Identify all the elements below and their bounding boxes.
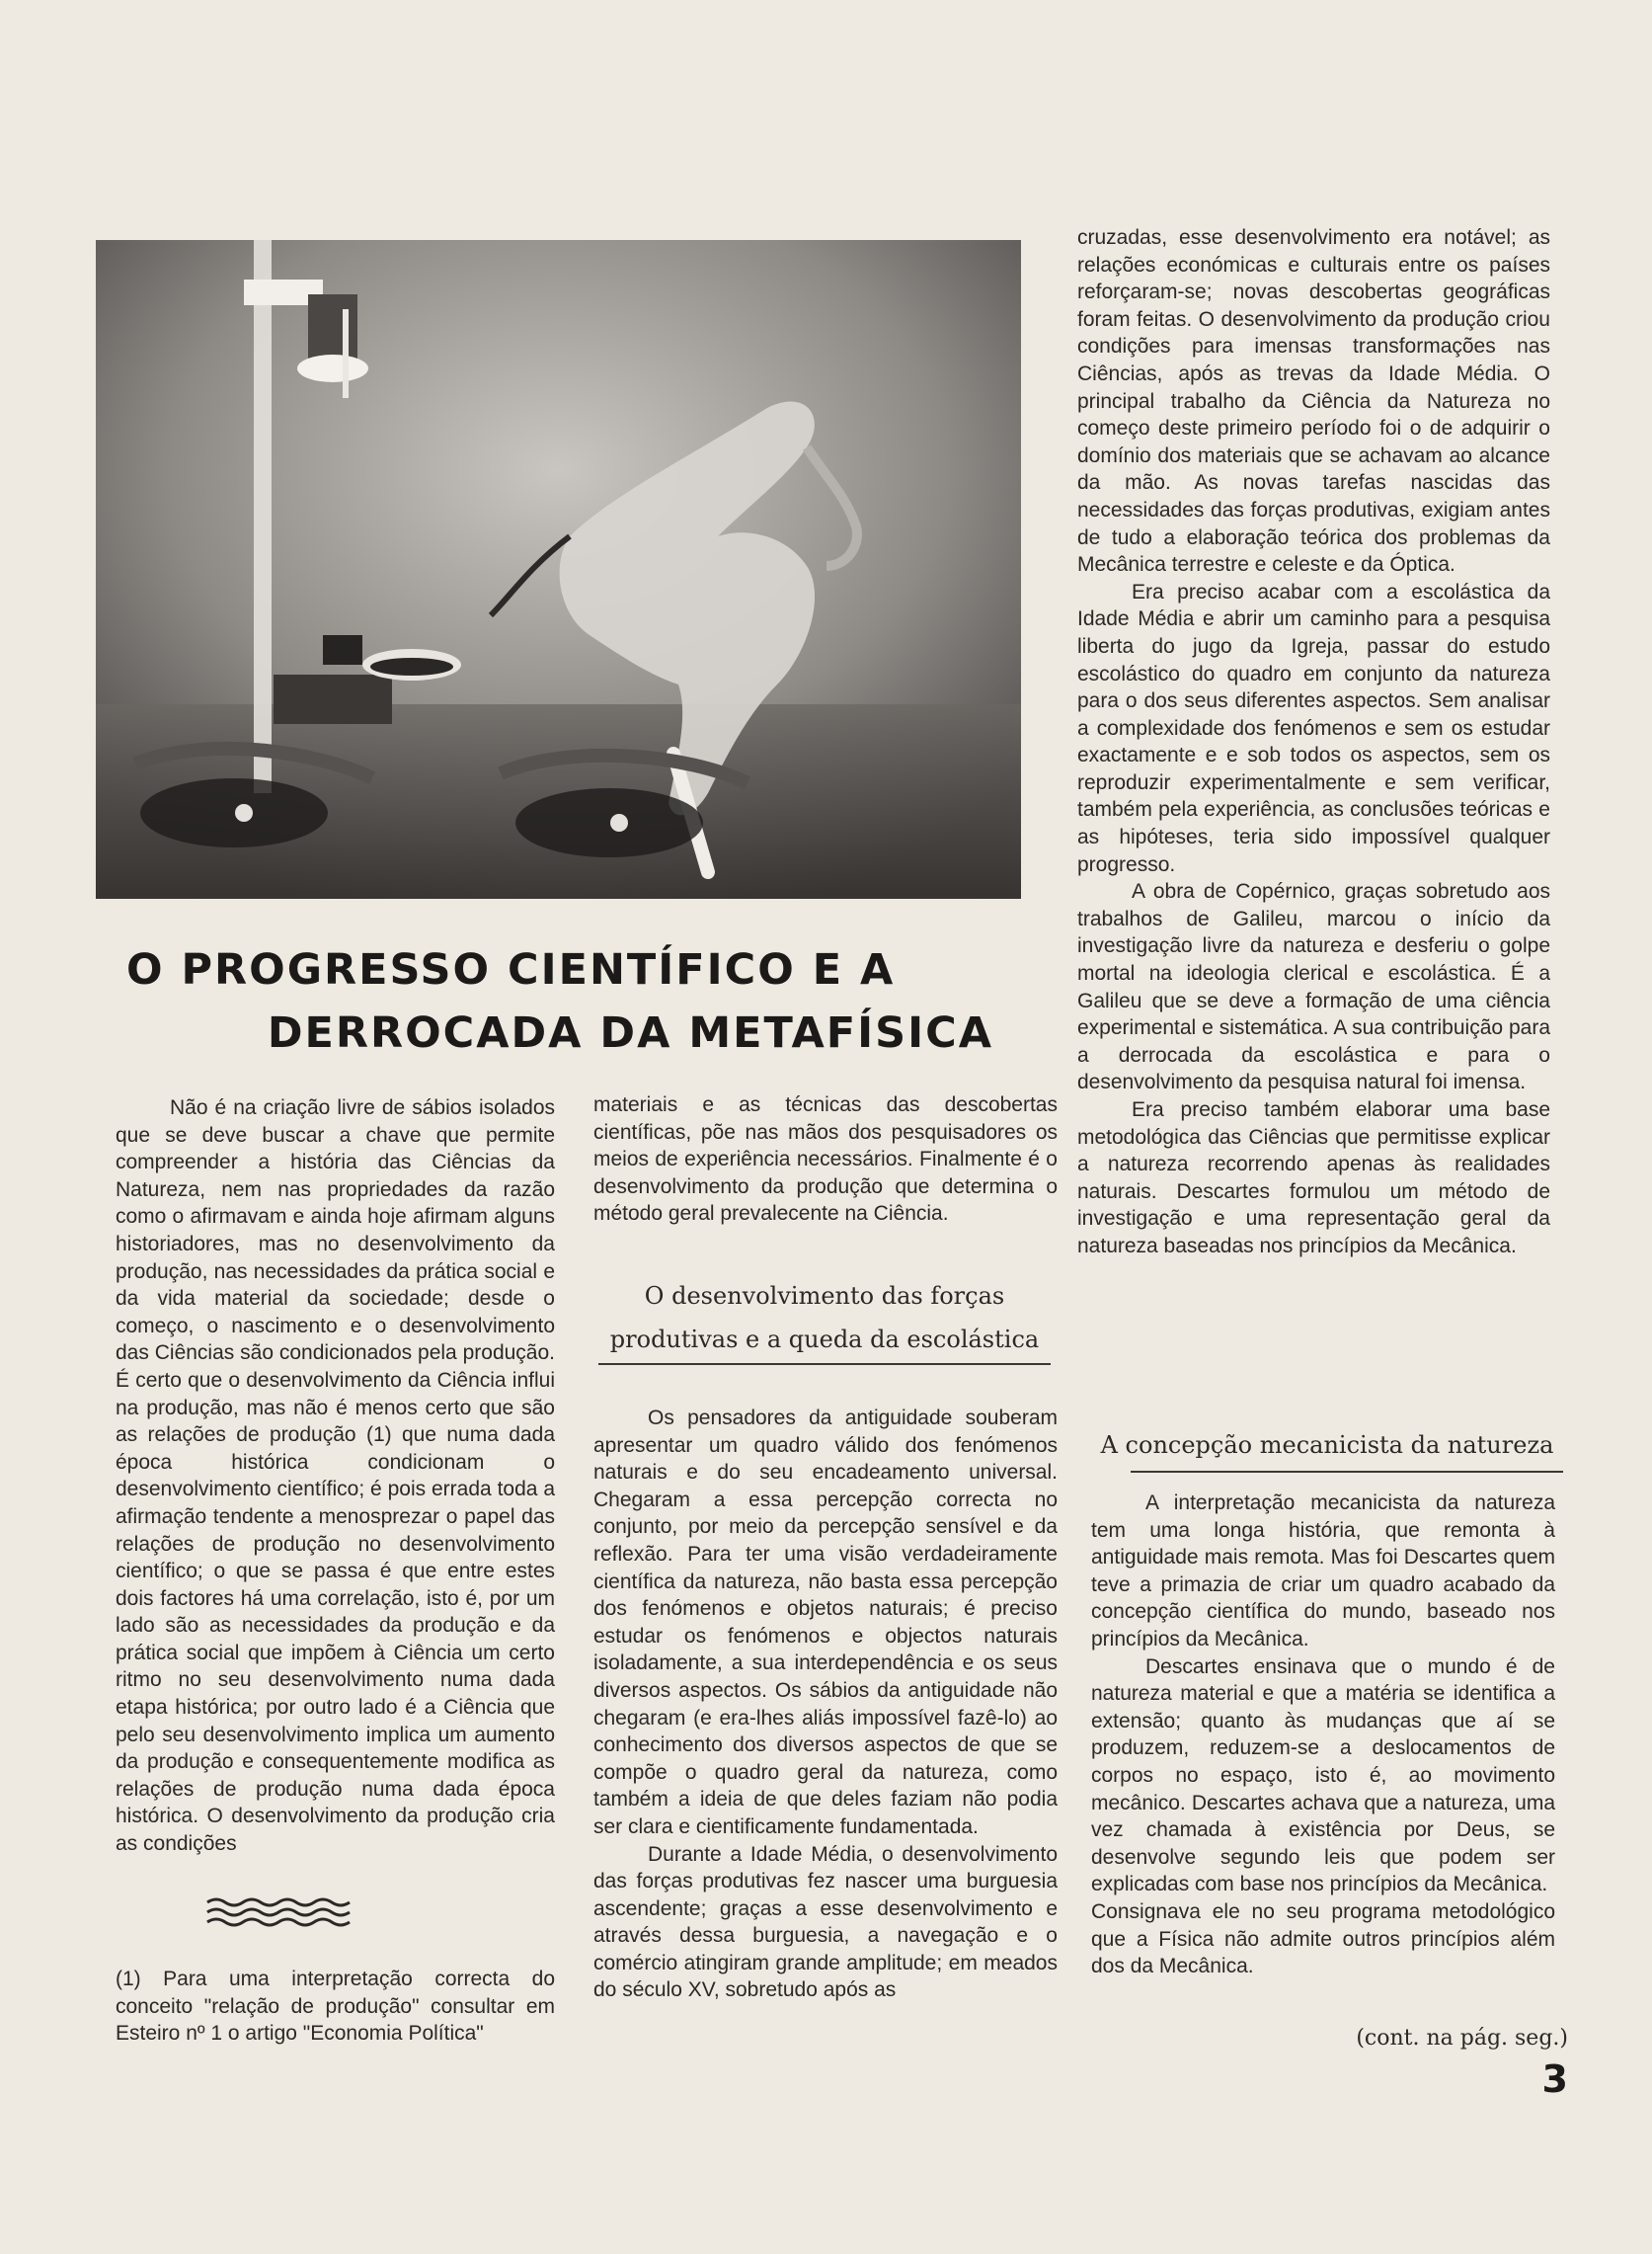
subheading-line-2: produtivas e a queda da escolástica [609,1326,1040,1353]
subheading-mechanistic-conception [1091,1427,1563,1473]
photo-illustration [96,240,1021,899]
column-2-bottom [593,1405,1058,2004]
subheading-productive-forces [592,1274,1057,1365]
wavy-divider [205,1894,355,1934]
column-2-paragraph-3: Durante a Idade Média, o desenvolvimento das forças produtivas fez nascer uma burguesia ascendente; graças a esse desenvolvimento e através dessa burguesia, a navegação e o comércio atingiram grande amplitude; em meados do século XV, sobretudo após as [593,1842,1058,2002]
column-3-bottom [1091,1489,1555,1980]
column-2-paragraph-1: materiais e as técnicas das descobertas científicas, põe nas mãos dos pesquisadores os meios de experiência necessários. Finalmente é o desenvolvimento da produção que determina o método geral prevalecente na Ciência. [593,1093,1058,1226]
column-3-paragraph-3: A obra de Copérnico, graças sobretudo aos trabalhos de Galileu, marcou o início da investigação livre da natureza e desferiu o golpe mortal na ideologia clerical e escolástica. É a Galileu que se deve a formação de uma ciência experimental e sistemática. A sua contribuição para a derrocada da escolástica e para o desenvolvimento da pesquisa natural foi imensa. [1077,880,1550,1094]
article-headline [126,938,995,1065]
column-1 [116,1094,555,1858]
column-3-paragraph-7: Consignava ele no seu programa metodológico que a Física não admite outros princípios além dos da Mecânica. [1091,1899,1555,1978]
continued-notice: (cont. na pág. seg.) [1356,2026,1568,2051]
subheading-line-1: O desenvolvimento das forças [644,1282,1005,1310]
column-3-paragraph-6: Descartes ensinava que o mundo é de natureza material e que a matéria se identifica a extensão; quanto às mudanças que aí se produzem, reduzem-se a deslocamentos de corpos no espaço, isto é, ao movimento mecânico. Descartes achava que a natureza, uma vez chamada à existência por Deus, se desenvolve segundo leis que podem ser explicadas com base nos princípios da Mecânica. [1091,1654,1555,1896]
headline-line-2: DERROCADA DA METAFÍSICA [267,1008,993,1058]
column-2-top [593,1091,1058,1228]
column-3-paragraph-2: Era preciso acabar com a escolástica da Idade Média e abrir um caminho para a pesquisa liberta do jugo da Igreja, passar do estudo escolástico do quadro em conjunto da natureza para o dos seus diferentes aspectos. Sem analisar a complexidade dos fenómenos e sem os estudar exactamente e e sob todos os aspectos, sem os reproduzir experimentalmente e sem verificar, também pela experiência, as conclusões teóricas e as hipóteses, teria sido impossível qualquer progresso. [1077,580,1550,876]
footnote: (1) Para uma interpretação correcta do conceito "relação de produção" consultar em Esteiro nº 1 o artigo "Economia Política" [116,1968,555,2046]
subheading-underline [598,1363,1051,1365]
subheading-text: A concepção mecanicista da natureza [1100,1431,1554,1459]
article-photograph [96,240,1021,899]
page-number: 3 [1541,2057,1568,2101]
column-2-paragraph-2: Os pensadores da antiguidade souberam apresentar um quadro válido dos fenómenos naturais e do seu encadeamento universal. Chegaram a essa percepção correcta no conjunto, por meio da percepção sensível e da reflexão. Para ter uma visão verdadeiramente científica da natureza, não basta essa percepção dos fenómenos e objetos naturais; é preciso estudar os fenómenos e objectos naturais isoladamente, a sua interdependência e os seus diversos aspectos. Os sábios da antiguidade não chegaram (e era-lhes aliás impossível fazê-lo) ao conhecimento dos diversos aspectos de que se compõe o quadro geral da natureza, como também a ideia de que deles faziam não podia ser clara e cientificamente fundamentada. [593,1407,1058,1838]
subheading-underline [1131,1471,1563,1473]
headline-line-1: O PROGRESSO CIENTÍFICO E A [126,945,896,995]
column-3-paragraph-1: cruzadas, esse desenvolvimento era notável; as relações económicas e culturais entre os países reforçaram-se; novas descobertas geográficas foram feitas. O desenvolvimento da produção criou condições para imensas transformações nas Ciências, após as trevas da Idade Média. O principal trabalho da Ciência da Natureza no começo deste primeiro período foi o de adquirir o domínio dos materiais que se achavam ao alcance da mão. As novas tarefas nascidas das necessidades das forças produtivas, exigiam antes de tudo a elaboração teórica dos problemas da Mecânica terrestre e celeste e da Óptica. [1077,226,1550,577]
column-3-paragraph-5: A interpretação mecanicista da natureza tem uma longa história, que remonta à antiguidade mais remota. Mas foi Descartes quem teve a primazia de criar um quadro acabado da concepção científica do mundo, baseado nos princípios da Mecânica. [1091,1491,1555,1650]
column-3-paragraph-4: Era preciso também elaborar uma base metodológica das Ciências que permitisse explicar a natureza recorrendo apenas às realidades naturais. Descartes formulou um método de investigação e uma representação geral da natureza baseadas nos princípios da Mecânica. [1077,1098,1550,1257]
column-3-top [1077,224,1550,1260]
column-1-paragraph-1: Não é na criação livre de sábios isolados que se deve buscar a chave que permite compreender a história das Ciências da Natureza, nem nas propriedades da razão como o afirmavam e ainda hoje afirmam alguns historiadores, mas no desenvolvimento da produção, nas necessidades da prática social e da vida material da sociedade; desde o começo, o nascimento e o desenvolvimento das Ciências são condicionados pela produção. É certo que o desenvolvimento da Ciência influi na produção, mas não é menos certo que são as relações de produção (1) que numa dada época histórica condicionam o desenvolvimento científico; é pois errada toda a afirmação tendente a menosprezar o papel das relações de produção no desenvolvimento científico; o que se passa é que entre estes dois factores há uma correlação, isto é, por um lado são as necessidades da produção e da prática social que impõem à Ciência um certo ritmo no seu desenvolvimento numa dada etapa histórica; por outro lado é a Ciência que pelo seu desenvolvimento implica um aumento da produção e consequentemente modifica as relações de produção numa dada época histórica. O desenvolvimento da produção cria as condições [116,1096,555,1856]
